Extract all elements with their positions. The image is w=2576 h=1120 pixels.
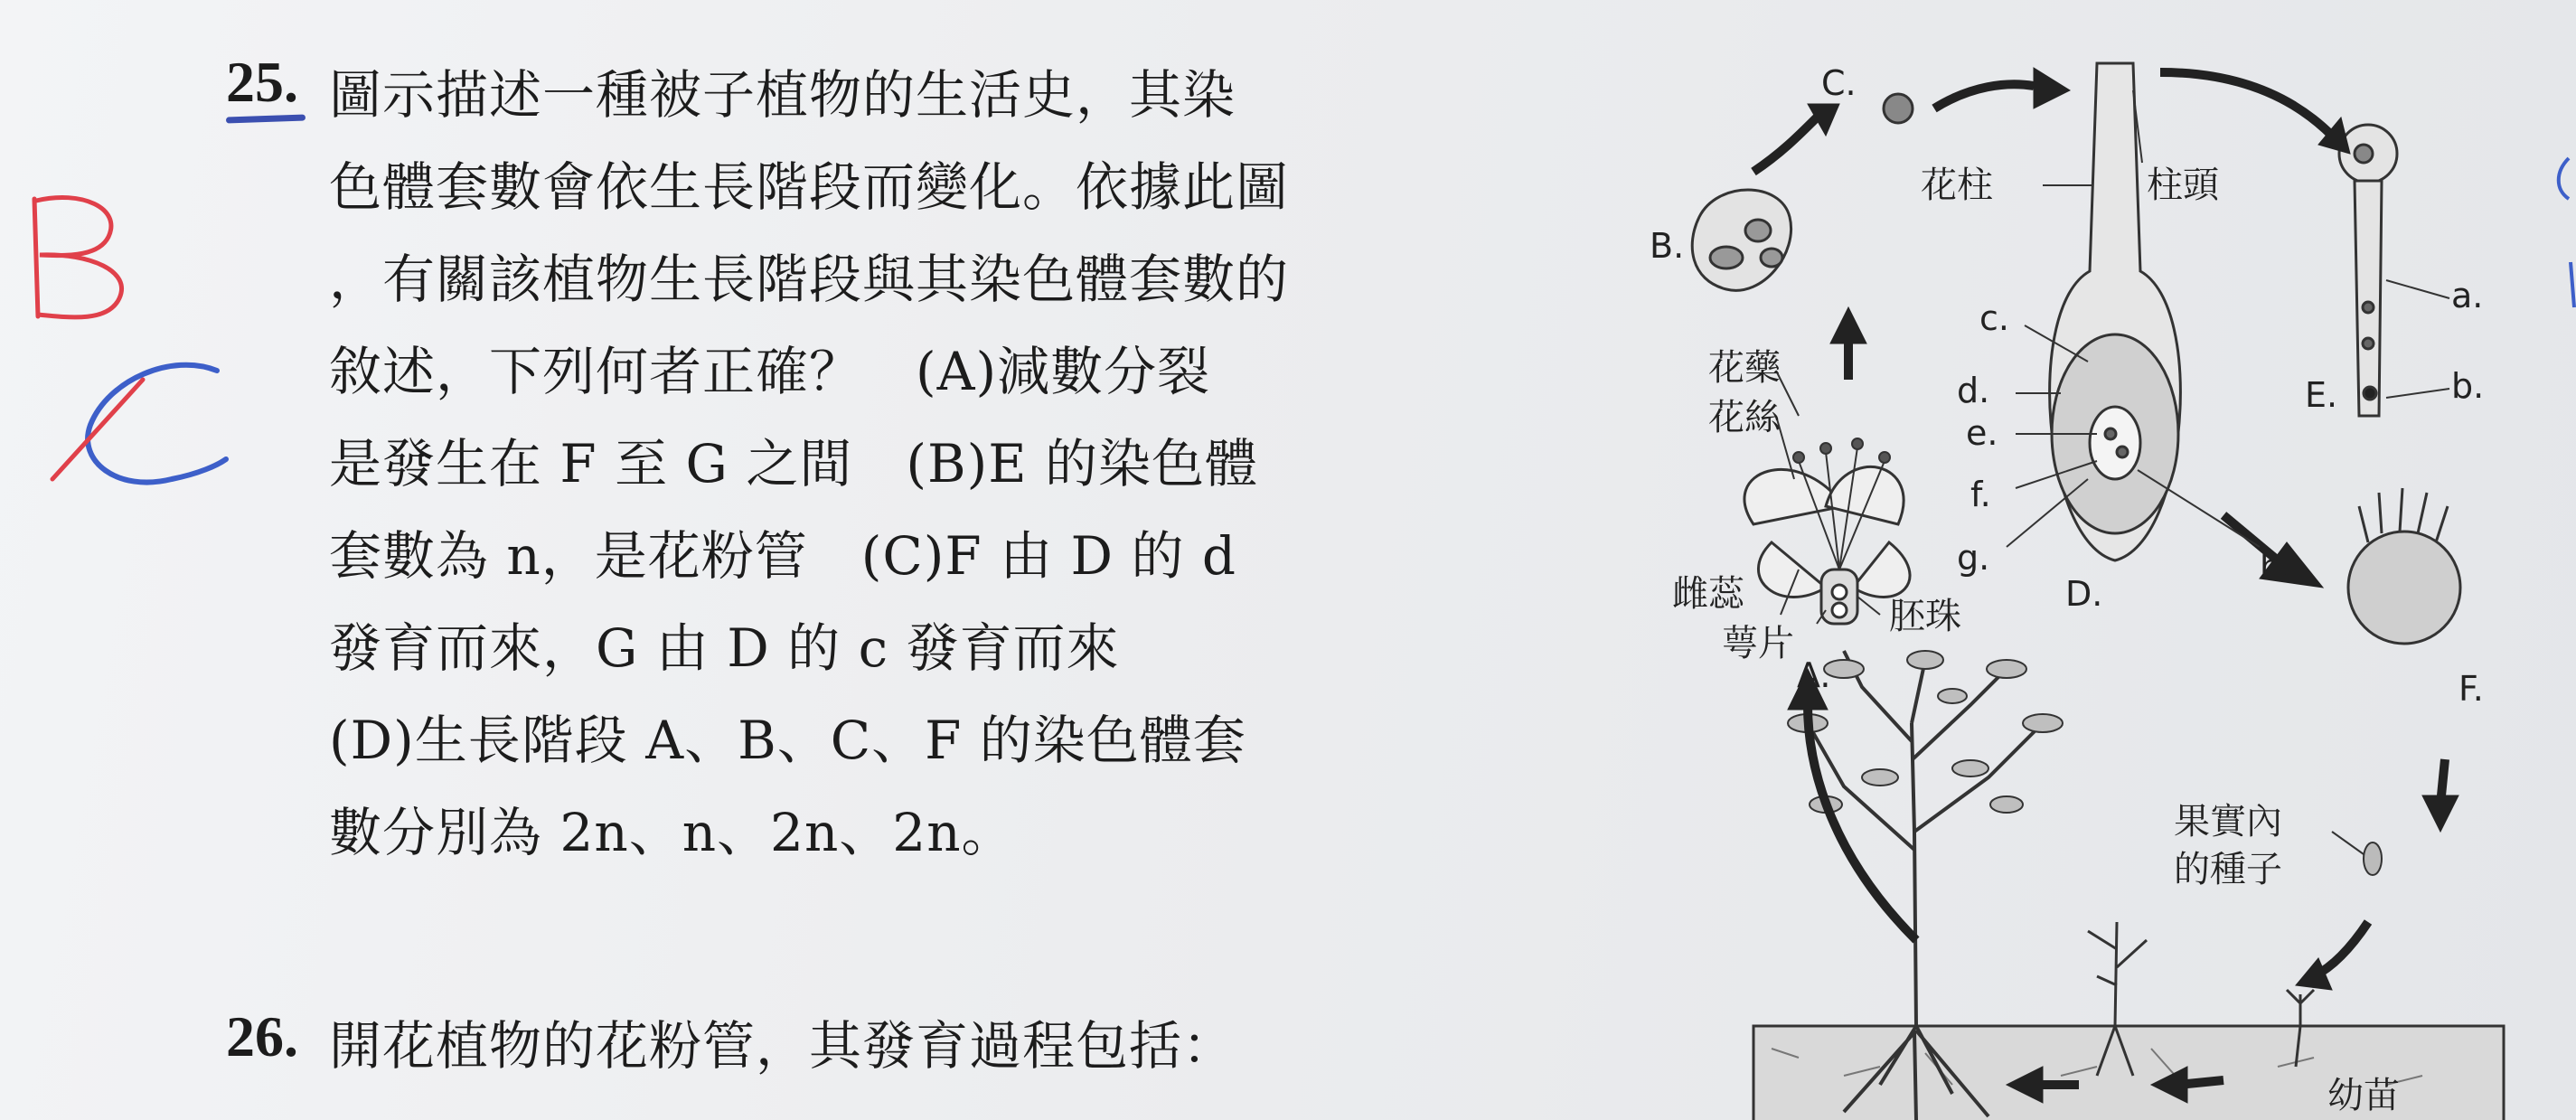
label-d-small: d. xyxy=(1957,371,1990,410)
question-26-text: 開花植物的花粉管，其發育過程包括： xyxy=(329,1015,1236,1077)
handwritten-answer-b xyxy=(18,181,136,334)
label-e-small: e. xyxy=(1966,413,1998,453)
question-25-line-5: 是發生在 F 至 G 之間 (B)E 的染色體 xyxy=(329,433,1258,494)
question-25-number: 25. xyxy=(226,50,298,114)
label-anther: 花藥 xyxy=(1708,347,1781,389)
flower-drawing xyxy=(1744,466,1910,624)
label-seed-in-fruit-2: 的種子 xyxy=(2174,849,2282,890)
label-a: A. xyxy=(1797,655,1831,695)
question-25-line-1: 圖示描述一種被子植物的生活史，其染 xyxy=(329,64,1236,126)
label-ovule: 胚珠 xyxy=(1889,596,1961,637)
label-seedling: 幼苗 xyxy=(2327,1075,2400,1116)
question-25-line-4: 敘述，下列何者正確？ (A)減數分裂 xyxy=(329,341,1211,402)
label-style: 花柱 xyxy=(1921,165,1993,206)
label-sepal: 萼片 xyxy=(1722,623,1794,664)
handwritten-answer-c xyxy=(36,344,244,506)
pollen-grain-b xyxy=(1692,190,1791,290)
blue-ink-marks xyxy=(2551,154,2576,316)
label-d: D. xyxy=(2065,574,2103,614)
label-c-small: c. xyxy=(1979,298,2009,338)
label-f: F. xyxy=(2458,669,2484,709)
question-25-line-9: 數分別為 2n、n、2n、2n。 xyxy=(329,802,1015,863)
label-e: E. xyxy=(2305,375,2338,415)
pistil-cross-section-d xyxy=(2050,63,2181,560)
label-b-small: b. xyxy=(2451,366,2485,406)
label-b: B. xyxy=(1650,226,1685,266)
question-25-line-7: 發育而來，G 由 D 的 c 發育而來 xyxy=(329,617,1120,679)
question-26-number: 26. xyxy=(226,1004,298,1068)
question-25-line-2: 色體套數會依生長階段而變化。依據此圖 xyxy=(329,156,1290,218)
label-filament: 花絲 xyxy=(1708,397,1781,438)
label-a-small: a. xyxy=(2451,276,2484,315)
label-seed-in-fruit-1: 果實內 xyxy=(2174,801,2282,842)
label-h-small: h. xyxy=(2260,547,2293,587)
seed-in-fruit xyxy=(2364,842,2382,875)
question-25-line-6: 套數為 n，是花粉管 (C)F 由 D 的 d xyxy=(329,525,1237,587)
label-f-small: f. xyxy=(1970,475,1991,514)
question-25-line-3: ，有關該植物生長階段與其染色體套數的 xyxy=(329,249,1290,310)
pollen-c xyxy=(1884,94,1913,123)
label-pistil: 雌蕊 xyxy=(1672,573,1744,615)
plant-life-cycle-diagram xyxy=(1500,36,2576,1120)
seed-embryo-e xyxy=(2339,125,2397,416)
question-25-line-8: (D)生長階段 A、B、C、F 的染色體套 xyxy=(329,710,1246,771)
label-stigma: 柱頭 xyxy=(2147,165,2219,206)
label-g-small: g. xyxy=(1957,538,1990,578)
label-c-stage: C. xyxy=(1821,63,1857,103)
fruit-f xyxy=(2348,488,2460,644)
